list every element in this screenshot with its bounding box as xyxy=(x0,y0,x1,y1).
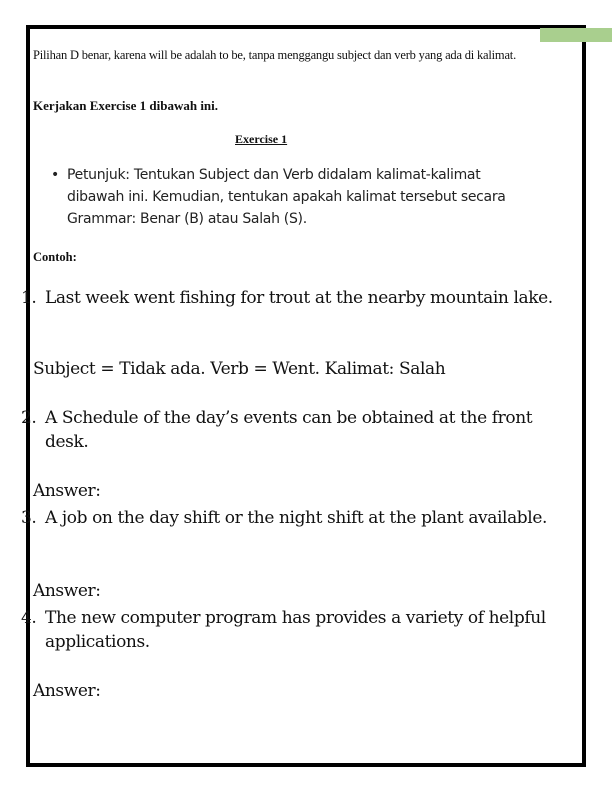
example-answer: Subject = Tidak ada. Verb = Went. Kalimat: Salah xyxy=(33,359,446,379)
answer-label-2: Answer: xyxy=(33,481,101,501)
page-border xyxy=(21,25,586,767)
page-content xyxy=(21,46,573,701)
intro-text: Pilihan D benar, karena will be adalah to be, tanpa menggangu subject dan verb yang ada di kalimat. xyxy=(33,48,517,62)
exercise-item-4 xyxy=(21,606,565,654)
exercise-item-1 xyxy=(21,286,565,310)
exercise-item-3 xyxy=(21,506,565,530)
exercise-title: Exercise 1 xyxy=(235,132,288,146)
item-number: 2. xyxy=(21,408,37,428)
bullet-icon: • xyxy=(51,167,59,183)
item-number: 3. xyxy=(21,508,37,528)
item-text: The new computer program has provides a variety of helpful applications. xyxy=(45,608,546,652)
instruction-bullet xyxy=(51,164,531,230)
item-text: Last week went fishing for trout at the nearby mountain lake. xyxy=(45,288,553,308)
bullet-text: Petunjuk: Tentukan Subject dan Verb didalam kalimat-kalimat dibawah ini. Kemudian, tentukan apakah kalimat tersebut secara Grammar: Benar (B) atau Salah (S). xyxy=(67,167,506,227)
item-text: A Schedule of the day’s events can be obtained at the front desk. xyxy=(45,408,533,452)
answer-label-3: Answer: xyxy=(33,581,101,601)
example-label: Contoh: xyxy=(33,250,77,264)
instruction-heading: Kerjakan Exercise 1 dibawah ini. xyxy=(33,98,219,113)
decorative-tab xyxy=(540,28,612,42)
item-number: 1. xyxy=(21,288,37,308)
item-number: 4. xyxy=(21,608,37,628)
answer-label-4: Answer: xyxy=(33,681,101,701)
item-text: A job on the day shift or the night shift at the plant available. xyxy=(45,508,547,528)
exercise-item-2 xyxy=(21,406,565,454)
